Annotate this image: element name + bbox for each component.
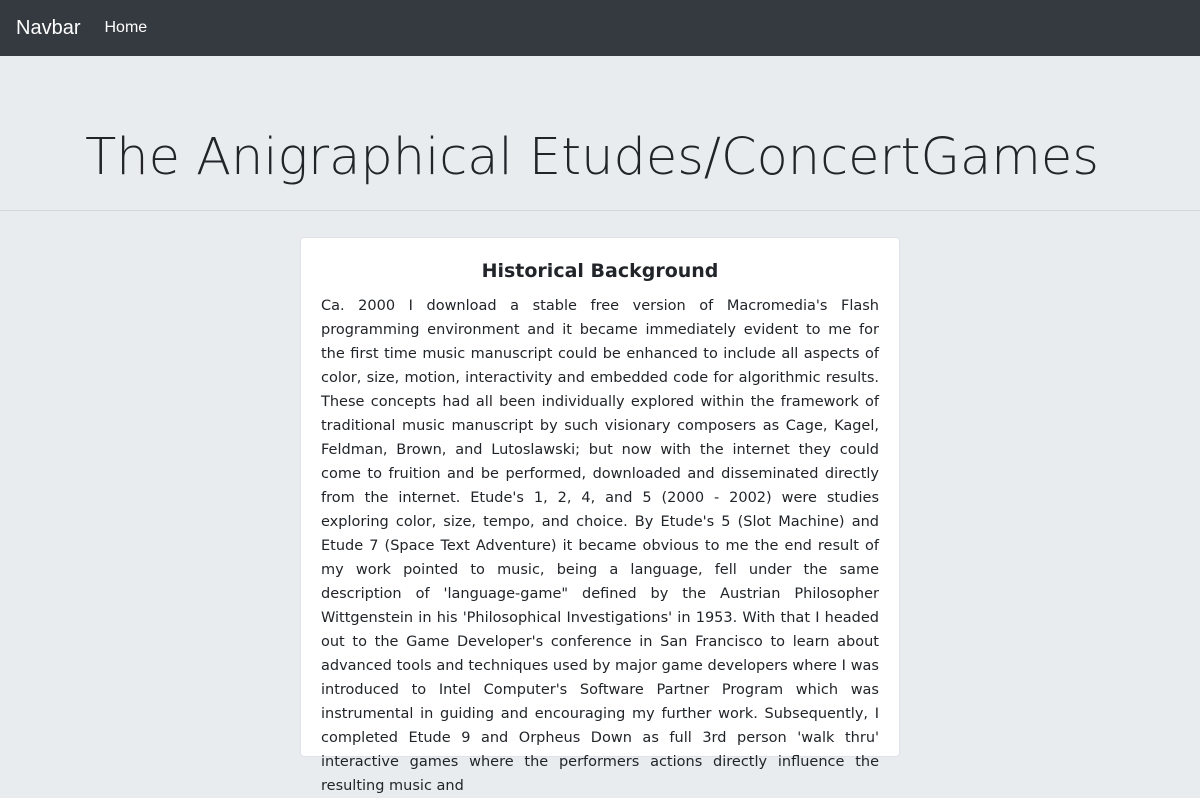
navbar-brand[interactable]: Navbar	[16, 16, 81, 39]
card-title: Historical Background	[481, 260, 719, 282]
card-body-text: Ca. 2000 I download a stable free version of Macromedia's Flash programming environment and it became immediately evident to me for the first time music manuscript could be enhanced to include all aspects of color, size, motion, interactivity and embedded code for algorithmic results. These concepts had all been individually explored within the framework of traditional music manuscript by such visionary composers as Cage, Kagel, Feldman, Brown, and Lutoslawski; but now with the internet they could come to fruition and be performed, downloaded and disseminated directly from the internet. Etude's 1, 2, 4, and 5 (2000 - 2002) were studies exploring color, size, tempo, and choice. By Etude's 5 (Slot Machine) and Etude 7 (Space Text Adventure) it became obvious to me the end result of my work pointed to music, being a language, fell under the same description of 'language-game" defined by the Austrian Philosopher Wittgenstein in his 'Philosophical Investigations' in 1953. With that I headed out to the Game Developer's conference in San Francisco to learn about advanced tools and techniques used by major game developers where I was introduced to Intel Computer's Software Partner Program which was instrumental in guiding and encouraging my further work. Subsequently, I completed Etude 9 and Orpheus Down as full 3rd person 'walk thru' interactive games where the performers actions directly influence the resulting music and	[321, 298, 879, 794]
page-title: The Anigraphical Etudes/ConcertGames	[85, 128, 1099, 187]
jumbotron	[0, 56, 1200, 211]
nav-link-home[interactable]: Home	[104, 19, 148, 36]
history-card	[300, 237, 900, 794]
navbar	[0, 0, 1200, 56]
